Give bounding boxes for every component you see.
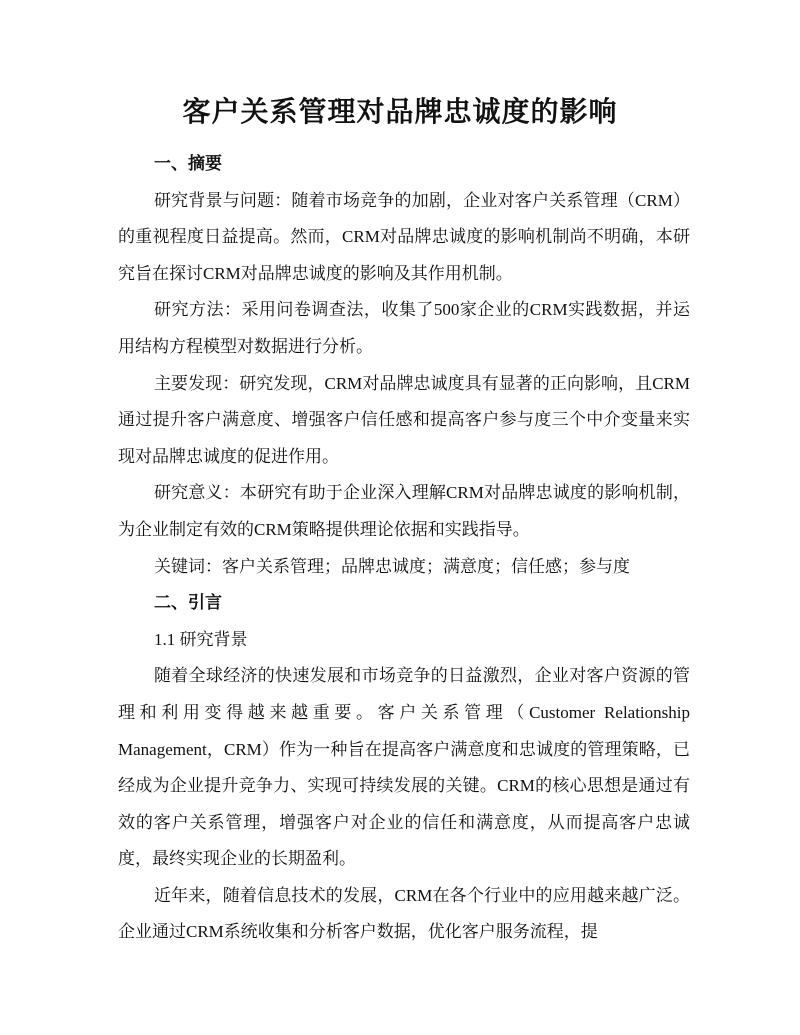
introduction-paragraph-2: 近年来，随着信息技术的发展，CRM在各个行业中的应用越来越广泛。企业通过CRM系统收集和分析客户数据，优化客户服务流程，提 xyxy=(118,885,690,942)
document-title: 客户关系管理对品牌忠诚度的影响 xyxy=(182,95,618,128)
research-background-subheading: 1.1 研究背景 xyxy=(154,629,248,649)
abstract-findings-paragraph: 主要发现：研究发现，CRM对品牌忠诚度具有显著的正向影响，且CRM通过提升客户满意度、增强客户信任感和提高客户参与度三个中介变量来实现对品牌忠诚度的促进作用。 xyxy=(118,373,690,466)
keywords-line: 关键词：客户关系管理；品牌忠诚度；满意度；信任感；参与度 xyxy=(154,556,630,576)
abstract-heading: 一、摘要 xyxy=(154,154,222,174)
abstract-significance-paragraph: 研究意义：本研究有助于企业深入理解CRM对品牌忠诚度的影响机制，为企业制定有效的CRM策略提供理论依据和实践指导。 xyxy=(118,483,690,539)
introduction-heading: 二、引言 xyxy=(154,593,222,614)
abstract-method-paragraph: 研究方法：采用问卷调查法，收集了500家企业的CRM实践数据，并运用结构方程模型对数据进行分析。 xyxy=(118,300,690,356)
document-body xyxy=(118,146,690,951)
introduction-paragraph-1: 随着全球经济的快速发展和市场竞争的日益激烈，企业对客户资源的管理和利用变得越来越重要。客户关系管理（Customer Relationship Management，CRM）作为一种旨在提高客户满意度和忠诚度的管理策略，已经成为企业提升竞争力、实现可持续发展的关键。CRM的核心思想是通过有效的客户关系管理，增强客户对企业的信任和满意度，从而提高客户忠诚度，最终实现企业的长期盈利。 xyxy=(118,666,690,869)
abstract-background-paragraph: 研究背景与问题：随着市场竞争的加剧，企业对客户关系管理（CRM）的重视程度日益提高。然而，CRM对品牌忠诚度的影响机制尚不明确，本研究旨在探讨CRM对品牌忠诚度的影响及其作用机制。 xyxy=(118,190,690,283)
